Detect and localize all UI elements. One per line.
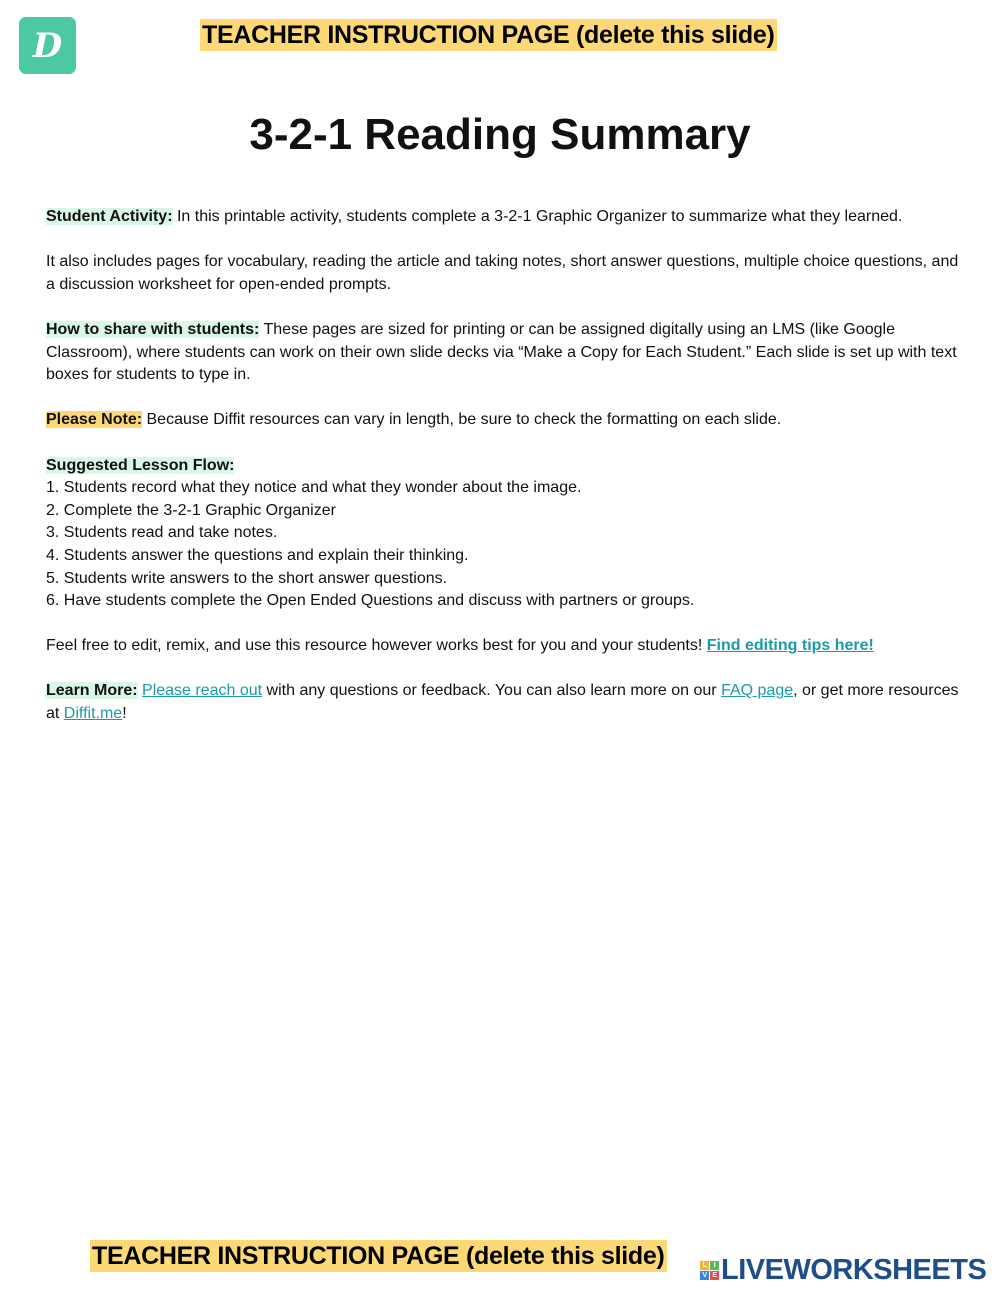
learn-more-text: ! [122,705,127,723]
learn-more [46,680,961,725]
faq-link[interactable]: FAQ page [721,682,794,700]
logo-letter: L [700,1261,709,1270]
how-to-share [46,319,961,387]
logo-letter: E [710,1271,719,1280]
instructions-body [46,206,961,748]
student-activity-text: In this printable activity, students complete a 3-2-1 Graphic Organizer to summarize what they learned. [172,208,903,225]
diffit-logo [19,17,76,74]
reach-out-link[interactable]: Please reach out [142,682,263,700]
logo-letter: I [710,1261,719,1270]
list-item: 4. Students answer the questions and explain their thinking. [46,546,469,564]
feel-free-text: Feel free to edit, remix, and use this resource however works best for you and your students! [46,637,707,655]
also-includes: It also includes pages for vocabulary, reading the article and taking notes, short answer questions, multiple choice questions, and a discussion worksheet for open-ended prompts. [46,253,959,293]
student-activity-label: Student Activity: [46,208,173,225]
list-item: 2. Complete the 3-2-1 Graphic Organizer [46,501,336,519]
watermark-text: LIVEWORKSHEETS [721,1254,987,1286]
liveworksheets-logo-icon [700,1261,719,1280]
please-note [46,409,961,432]
lesson-flow-label: Suggested Lesson Flow: [46,456,235,474]
student-activity [46,206,961,229]
list-item: 6. Have students complete the Open Ended Questions and discuss with partners or groups. [46,592,695,610]
lesson-flow [46,455,961,613]
how-to-share-label: How to share with students: [46,320,260,338]
please-note-label: Please Note: [46,411,143,429]
list-item: 3. Students read and take notes. [46,524,278,542]
editing-tips-link[interactable]: Find editing tips here! [706,637,874,655]
learn-more-text: , or get more resources at [46,682,959,723]
diffit-link[interactable]: Diffit.me [63,705,123,723]
feel-free [46,635,961,658]
learn-more-label: Learn More: [46,682,138,700]
learn-more-text: with any questions or feedback. You can also learn more on our [262,682,722,700]
logo-letter: D [32,25,63,66]
list-item: 5. Students write answers to the short answer questions. [46,569,448,587]
logo-letter: V [700,1271,709,1280]
page-title: 3-2-1 Reading Summary [249,110,751,159]
liveworksheets-watermark [700,1254,986,1287]
teacher-banner-top: TEACHER INSTRUCTION PAGE (delete this slide) [202,21,775,49]
list-item: 1. Students record what they notice and what they wonder about the image. [46,479,582,497]
how-to-share-text: These pages are sized for printing or can be assigned digitally using an LMS (like Google Classroom), where students can work on their own slide decks via “Make a Copy for Each Student.” Each slide is set up with text boxes for students to type in. [46,320,957,384]
teacher-banner-bottom: TEACHER INSTRUCTION PAGE (delete this slide) [92,1242,665,1270]
please-note-text: Because Diffit resources can vary in length, be sure to check the formatting on each slide. [142,411,782,429]
